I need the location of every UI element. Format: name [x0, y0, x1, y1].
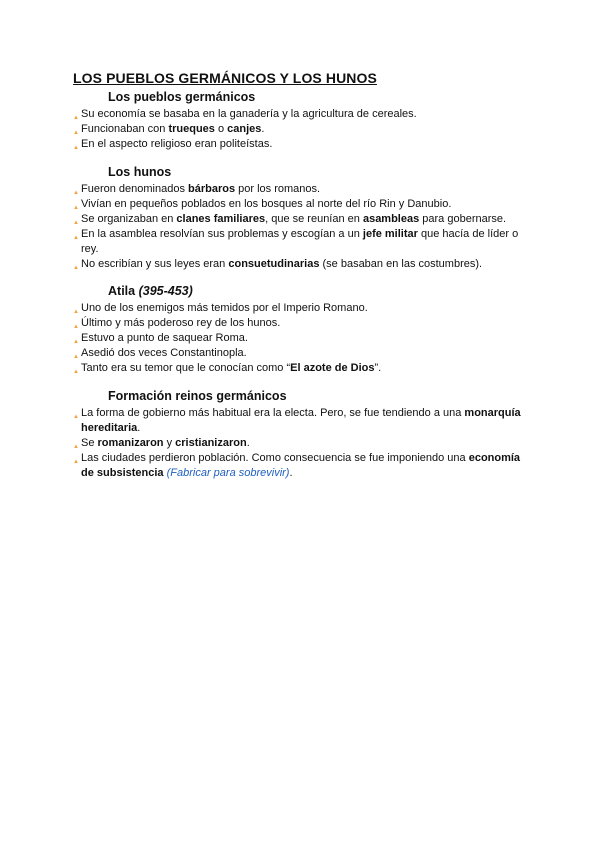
bullet-icon: ▲ [73, 265, 79, 271]
bullet-icon: ▲ [73, 235, 79, 241]
bold-text: monarquía hereditaria [81, 407, 521, 434]
bullet-icon: ▲ [73, 369, 79, 375]
item-text: Su economía se basaba en la ganadería y la agricultura de cereales. [81, 108, 417, 120]
bold-text: jefe militar [362, 228, 418, 240]
heading-years: (395-453) [138, 284, 193, 298]
list-item [73, 316, 533, 331]
list-item [73, 227, 533, 257]
section-heading: Formación reinos germánicos [108, 389, 287, 403]
item-text: ”. [374, 362, 382, 374]
document-title: LOS PUEBLOS GERMÁNICOS Y LOS HUNOS [73, 70, 377, 86]
section-hunos [73, 165, 533, 272]
bullet-icon: ▲ [73, 309, 79, 315]
list-item [73, 301, 533, 316]
bullet-icon: ▲ [73, 414, 79, 420]
list-item [73, 137, 533, 152]
item-text: Vivían en pequeños poblados en los bosques al norte del río Rin y Danubio. [81, 198, 452, 210]
item-text: En la asamblea resolvían sus problemas y escogían a un [81, 228, 363, 240]
bullet-icon: ▲ [73, 145, 79, 151]
item-text: . [261, 123, 265, 135]
section-items [73, 182, 533, 272]
bullet-icon: ▲ [73, 190, 79, 196]
list-item [73, 346, 533, 361]
section-heading: Los pueblos germánicos [108, 90, 256, 104]
item-text: En el aspecto religioso eran politeístas. [81, 138, 273, 150]
item-text: Se organizaban en [81, 213, 177, 225]
bullet-icon: ▲ [73, 324, 79, 330]
item-text: que hacía de líder o rey. [81, 228, 519, 255]
list-item [73, 331, 533, 346]
item-text: por los romanos. [235, 183, 321, 195]
item-text: Tanto era su temor que le conocían como “ [81, 362, 291, 374]
section-atila [73, 284, 533, 376]
item-text: y [163, 437, 176, 449]
bold-text: bárbaros [188, 183, 236, 195]
item-text: Último y más poderoso rey de los hunos. [81, 317, 281, 329]
bold-text: clanes familiares [176, 213, 266, 225]
section-items [73, 406, 533, 481]
section-items [73, 301, 533, 376]
item-text: . [289, 467, 293, 479]
bullet-icon: ▲ [73, 220, 79, 226]
bold-text: El azote de Dios [290, 362, 375, 374]
item-text: . [137, 422, 141, 434]
bold-text: trueques [168, 123, 215, 135]
list-item [73, 406, 533, 436]
item-text: La forma de gobierno más habitual era la electa. Pero, se fue tendiendo a una [81, 407, 465, 419]
item-text: No escribían y sus leyes eran [81, 258, 229, 270]
bold-text: cristianizaron [175, 437, 247, 449]
section-formacion-reinos [73, 389, 533, 481]
item-text: Asedió dos veces Constantinopla. [81, 347, 247, 359]
item-text: , que se reunían en [265, 213, 363, 225]
bold-text: romanizaron [97, 437, 164, 449]
bold-text: canjes [227, 123, 262, 135]
item-text: Estuvo a punto de saquear Roma. [81, 332, 248, 344]
item-text: Uno de los enemigos más temidos por el Imperio Romano. [81, 302, 368, 314]
bold-text: asambleas [362, 213, 420, 225]
bullet-icon: ▲ [73, 115, 79, 121]
item-text: (se basaban en las costumbres). [319, 258, 483, 270]
item-text: o [214, 123, 228, 135]
section-heading: Atila (395-453) [108, 284, 193, 298]
item-text: Funcionaban con [81, 123, 169, 135]
bold-text: consuetudinarias [228, 258, 320, 270]
bullet-icon: ▲ [73, 444, 79, 450]
bullet-icon: ▲ [73, 354, 79, 360]
item-text: Las ciudades perdieron población. Como consecuencia se fue imponiendo una [81, 452, 469, 464]
list-item [73, 182, 533, 197]
list-item [73, 257, 533, 272]
list-item [73, 107, 533, 122]
section-heading: Los hunos [108, 165, 172, 179]
list-item [73, 361, 533, 376]
bullet-icon: ▲ [73, 130, 79, 136]
list-item [73, 451, 533, 481]
bullet-icon: ▲ [73, 205, 79, 211]
list-item [73, 122, 533, 137]
document-page [73, 70, 533, 481]
section-pueblos-germanicos [73, 90, 533, 152]
bold-text: economía de subsistencia [81, 452, 521, 479]
list-item [73, 212, 533, 227]
list-item [73, 197, 533, 212]
bullet-icon: ▲ [73, 339, 79, 345]
item-text: Fueron denominados [81, 183, 189, 195]
italic-note: (Fabricar para sobrevivir) [166, 467, 290, 479]
item-text: para gobernarse. [419, 213, 507, 225]
list-item [73, 436, 533, 451]
section-items [73, 107, 533, 152]
item-text: . [246, 437, 250, 449]
bullet-icon: ▲ [73, 459, 79, 465]
item-text: Se [81, 437, 98, 449]
